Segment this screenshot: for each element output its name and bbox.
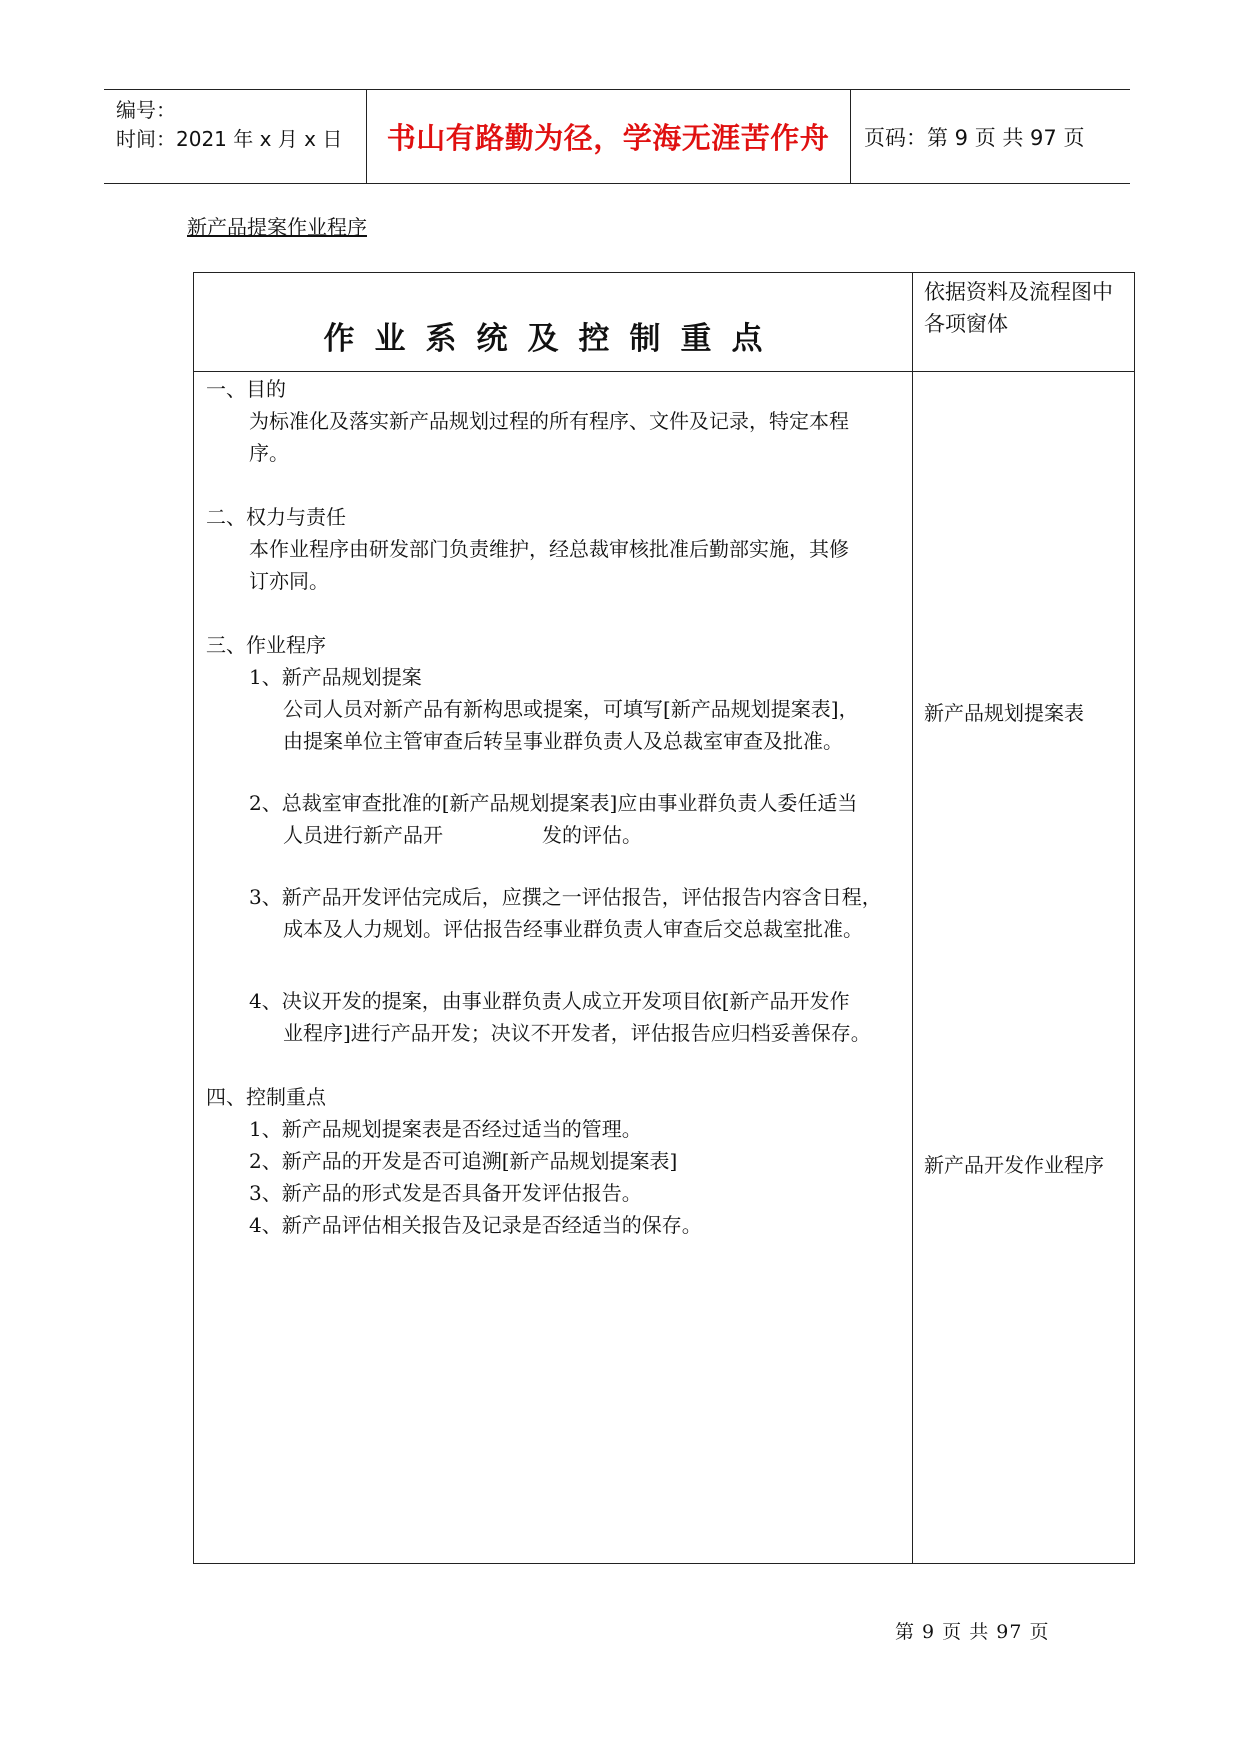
section-title: 二、权力与责任 xyxy=(206,505,346,529)
procedure-item-text: 由提案单位主管审查后转呈事业群负责人及总裁室审查及批准。 xyxy=(283,729,843,753)
header-row-divider xyxy=(194,371,1134,372)
section-text: 为标准化及落实新产品规划过程的所有程序、文件及记录，特定本程 xyxy=(249,409,849,433)
section-text: 订亦同。 xyxy=(249,569,329,593)
procedure-item-text: 发的评估。 xyxy=(542,823,642,847)
section-title: 三、作业程序 xyxy=(206,633,326,657)
reference-procedure: 新产品开发作业程序 xyxy=(924,1153,1104,1177)
table-main-heading: 作业系统及控制重点 xyxy=(323,321,783,357)
procedure-item-text: 公司人员对新产品有新构思或提案，可填写[新产品规划提案表]， xyxy=(283,697,859,721)
document-title: 新产品提案作业程序 xyxy=(187,215,367,239)
section-title: 四、控制重点 xyxy=(206,1085,326,1109)
procedure-item-text: 人员进行新产品开 xyxy=(283,823,443,847)
page-header xyxy=(104,89,1130,184)
procedure-item-label: 2、总裁室审查批准的[新产品规划提案表]应由事业群负责人委任适当 xyxy=(249,791,858,815)
procedure-item-text: 成本及人力规划。评估报告经事业群负责人审查后交总裁室批准。 xyxy=(283,917,863,941)
procedure-item-label: 4、决议开发的提案，由事业群负责人成立开发项目依[新产品开发作 xyxy=(249,989,850,1013)
page-info: 页码：第 9 页 共 97 页 xyxy=(864,125,1085,150)
control-point: 4、新产品评估相关报告及记录是否经适当的保存。 xyxy=(249,1213,702,1237)
section-text: 本作业程序由研发部门负责维护，经总裁审核批准后勤部实施，其修 xyxy=(249,537,849,561)
header-divider xyxy=(850,90,851,183)
control-point: 3、新产品的形式发是否具备开发评估报告。 xyxy=(249,1181,642,1205)
time-label: 时间：2021 年 x 月 x 日 xyxy=(116,127,343,151)
column-divider xyxy=(912,273,913,1563)
section-text: 序。 xyxy=(249,441,289,465)
procedure-item-label: 1、新产品规划提案 xyxy=(249,665,422,689)
number-label: 编号： xyxy=(116,98,176,122)
table-side-heading: 依据资料及流程图中各项窗体 xyxy=(924,280,1113,336)
procedure-table xyxy=(193,272,1135,1564)
control-point: 1、新产品规划提案表是否经过适当的管理。 xyxy=(249,1117,642,1141)
reference-form: 新产品规划提案表 xyxy=(924,701,1084,725)
procedure-item-label: 3、新产品开发评估完成后，应撰之一评估报告，评估报告内容含日程， xyxy=(249,885,882,909)
control-point: 2、新产品的开发是否可追溯[新产品规划提案表] xyxy=(249,1149,678,1173)
procedure-item-text: 业程序]进行产品开发；决议不开发者，评估报告应归档妥善保存。 xyxy=(283,1021,871,1045)
page-footer: 第 9 页 共 97 页 xyxy=(895,1621,1050,1643)
section-title: 一、目的 xyxy=(206,377,286,401)
header-meta xyxy=(116,96,342,154)
motto: 书山有路勤为径，学海无涯苦作舟 xyxy=(386,121,830,155)
